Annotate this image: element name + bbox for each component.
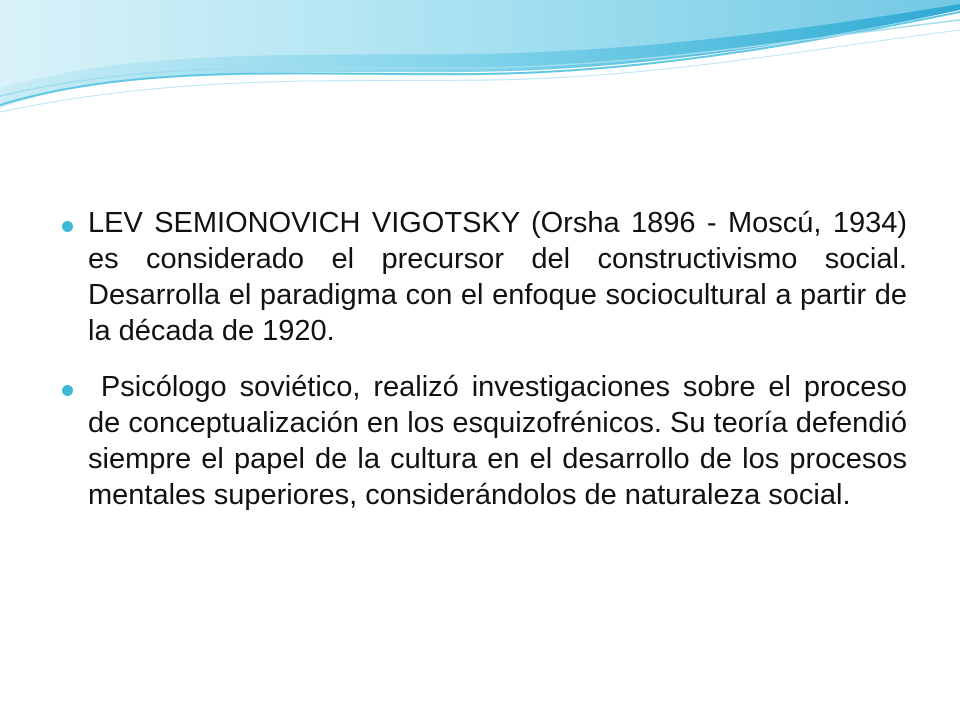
bullet-text: LEV SEMIONOVICH VIGOTSKY (Orsha 1896 - Moscú, 1934) es considerado el precursor del constructivismo social. Desarrolla el paradigma con el enfoque sociocultural a partir de la década de 1920. — [88, 207, 916, 347]
header-wave-decoration — [0, 0, 960, 120]
bullet-list — [62, 205, 916, 513]
bullet-text: Psicólogo soviético, realizó investigaciones sobre el proceso de conceptualización en los esquizofrénicos. Su teoría defendió siempre el papel de la cultura en el desarrollo de los procesos mentales superiores, considerándolos de naturaleza social. — [88, 371, 916, 511]
bullet-icon — [62, 385, 73, 396]
bullet-item — [62, 205, 916, 349]
bullet-icon — [62, 221, 73, 232]
slide-content — [62, 205, 916, 533]
bullet-item — [62, 369, 916, 513]
